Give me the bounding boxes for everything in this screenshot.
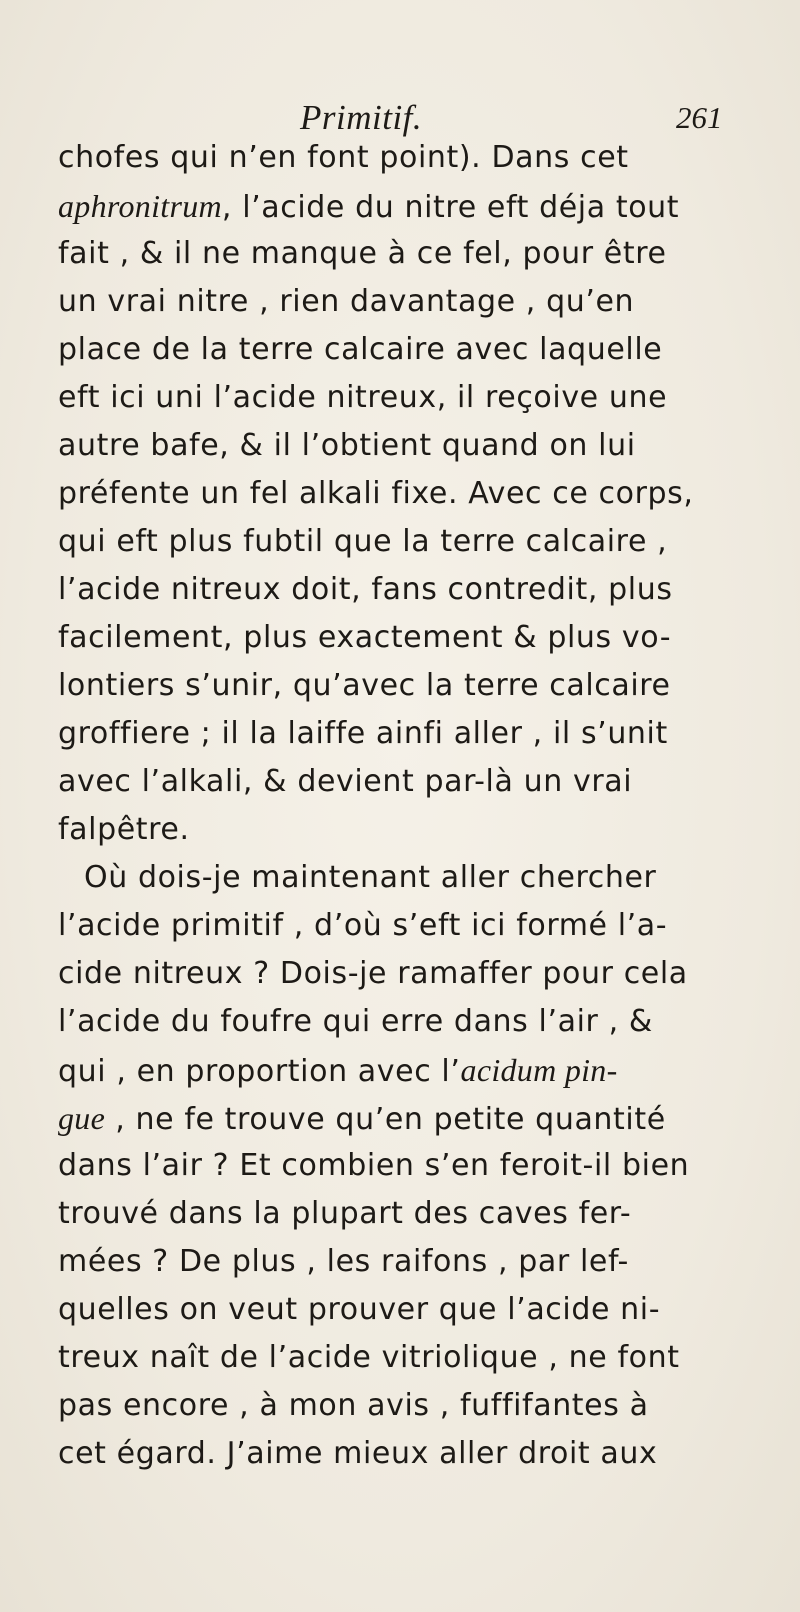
text-line-17 (58, 904, 667, 948)
line-text: treux naît de l’acide vitriolique , ne font (58, 1340, 680, 1375)
text-line-12 (58, 664, 671, 708)
text-line-24 (58, 1240, 629, 1284)
line-text: , l’acide du nitre eft déja tout (221, 190, 680, 225)
line-text: cet égard. J’aime mieux aller droit aux (58, 1436, 658, 1471)
line-text: fait , & il ne manque à ce fel, pour être (58, 236, 667, 271)
text-line-15 (58, 808, 190, 852)
line-text: facilement, plus exactement & plus vo- (58, 620, 672, 655)
text-line-28 (58, 1432, 657, 1476)
italic-term: acidum pin- (460, 1052, 618, 1088)
text-line-9 (58, 520, 667, 564)
text-line-23 (58, 1192, 631, 1236)
line-text: autre bafe, & il l’obtient quand on lui (58, 428, 636, 463)
line-text: avec l’alkali, & devient par-là un vrai (58, 764, 633, 799)
text-line-13 (58, 712, 668, 756)
text-line-7 (58, 424, 636, 468)
line-text: chofes qui n’en font point). Dans cet (58, 140, 629, 175)
line-text: qui , en proportion avec l’ (58, 1054, 461, 1089)
line-text: l’acide primitif , d’où s’eft ici formé l’a- (58, 908, 668, 943)
text-line-20 (58, 1048, 618, 1092)
italic-term: aphronitrum (58, 188, 222, 224)
text-line-22 (58, 1144, 689, 1188)
line-text: un vrai nitre , rien davantage , qu’en (58, 284, 635, 319)
text-line-26 (58, 1336, 680, 1380)
text-line-19 (58, 1000, 653, 1044)
page-header (0, 96, 800, 140)
line-text: dans l’air ? Et combien s’en feroit-il bien (58, 1148, 690, 1183)
italic-term: gue (58, 1100, 106, 1136)
text-line-3 (58, 232, 667, 276)
text-line-14 (58, 760, 632, 804)
text-line-2 (58, 184, 679, 228)
text-line-5 (58, 328, 662, 372)
line-text: cide nitreux ? Dois-je ramaffer pour cela (58, 956, 688, 991)
line-text: groffiere ; il la laiffe ainfi aller , il s’unit (58, 716, 668, 751)
text-line-1 (58, 136, 629, 180)
text-line-4 (58, 280, 634, 324)
line-text: falpêtre. (58, 812, 190, 847)
line-text: place de la terre calcaire avec laquelle (58, 332, 663, 367)
text-line-10 (58, 568, 673, 612)
line-text: préfente un fel alkali fixe. Avec ce corps, (58, 476, 694, 511)
text-line-8 (58, 472, 694, 516)
line-text: eft ici uni l’acide nitreux, il reçoive une (58, 380, 668, 415)
text-line-25 (58, 1288, 660, 1332)
text-line-11 (58, 616, 671, 660)
text-line-16 (84, 856, 656, 900)
line-text: lontiers s’unir, qu’avec la terre calcaire (58, 668, 671, 703)
text-line-27 (58, 1384, 649, 1428)
running-title: Primitif. (300, 98, 423, 137)
line-text: , ne fe trouve qu’en petite quantité (105, 1102, 666, 1137)
text-line-21 (58, 1096, 666, 1140)
line-text: quelles on veut prouver que l’acide ni- (58, 1292, 661, 1327)
line-text: l’acide nitreux doit, fans contredit, plus (58, 572, 673, 607)
line-text: Où dois-je maintenant aller chercher (84, 860, 657, 895)
line-text: mées ? De plus , les raifons , par lef- (58, 1244, 629, 1279)
text-line-18 (58, 952, 688, 996)
text-line-6 (58, 376, 667, 420)
line-text: l’acide du foufre qui erre dans l’air , & (58, 1004, 653, 1039)
line-text: trouvé dans la plupart des caves fer- (58, 1196, 632, 1231)
line-text: qui eft plus fubtil que la terre calcaire , (58, 524, 668, 559)
line-text: pas encore , à mon avis , fuffifantes à (58, 1388, 649, 1423)
page-number: 261 (676, 100, 723, 135)
